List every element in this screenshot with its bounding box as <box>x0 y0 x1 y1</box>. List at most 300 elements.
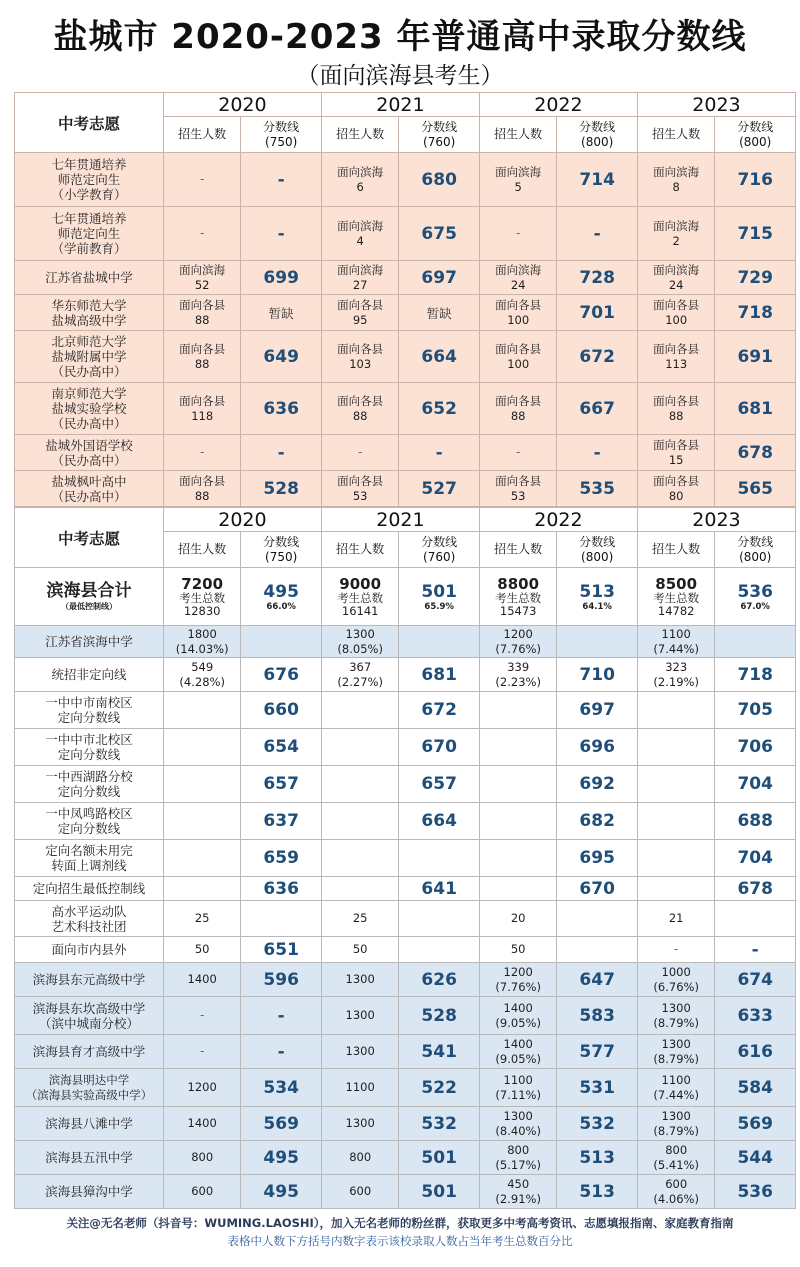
table-row <box>15 1069 796 1107</box>
text-line: （小学教育） <box>51 187 127 202</box>
total-enroll-cell <box>163 568 240 626</box>
enroll-header: 招生人数 <box>163 532 240 568</box>
school-name <box>15 937 164 963</box>
total-enroll: 7200 <box>181 574 224 593</box>
enroll-cell: 800 <box>321 1141 398 1175</box>
total-examinees-label: 考生总数 <box>337 590 384 605</box>
score-cell: - <box>241 207 322 261</box>
year-header: 2021 <box>321 508 479 532</box>
header-row-years <box>15 508 796 532</box>
enroll-cell <box>479 840 556 877</box>
text-line: 面向各县 <box>179 393 226 408</box>
text-line: 面向滨海 <box>653 262 700 277</box>
text-line: 盐城枫叶高中 <box>51 473 127 489</box>
enroll-cell <box>637 207 714 261</box>
enroll-cell: - <box>163 997 240 1035</box>
table-row <box>15 207 796 261</box>
text-line: 800 <box>507 1142 530 1157</box>
text-line: 面向各县 <box>179 297 226 312</box>
footer-promo: 关注@无名老师（抖音号：WUMING.LAOSHI），加入无名老师的粉丝群，获取更多中考高考资讯、志愿填报指南、家庭教育指南 <box>66 1216 734 1230</box>
enroll-cell <box>637 997 714 1035</box>
school-name <box>15 626 164 658</box>
enroll-cell <box>479 1141 556 1175</box>
enroll-cell <box>637 1175 714 1209</box>
score-cell: 701 <box>557 295 638 331</box>
total-examinees-label: 考生总数 <box>495 590 542 605</box>
text-line: 1300 <box>345 626 375 641</box>
text-line: 100 <box>507 356 530 371</box>
text-line: (7.44%) <box>653 641 699 656</box>
table-row <box>15 692 796 729</box>
table-row <box>15 901 796 937</box>
enroll-cell <box>479 1175 556 1209</box>
text-line: (6.76%) <box>653 979 699 994</box>
enroll-cell <box>637 1141 714 1175</box>
enroll-cell <box>163 383 240 435</box>
text-line: (8.79%) <box>653 1051 699 1066</box>
enroll-header: 招生人数 <box>479 532 556 568</box>
text-line: 53 <box>510 488 526 503</box>
score-cell: 659 <box>241 840 322 877</box>
text-line: 滨海县五汛中学 <box>45 1150 133 1165</box>
enroll-cell: 1400 <box>163 963 240 997</box>
text-line: (800) <box>581 549 614 564</box>
enroll-cell: 1300 <box>321 963 398 997</box>
total-score-cell <box>557 568 638 626</box>
table-row <box>15 471 796 507</box>
year-header: 2023 <box>637 93 795 117</box>
score-cell: - <box>557 207 638 261</box>
enroll-cell: 1200 <box>163 1069 240 1107</box>
text-line: 100 <box>507 312 530 327</box>
text-line: 88 <box>668 408 684 423</box>
score-cell: 651 <box>241 937 322 963</box>
total-enroll: 9000 <box>339 574 382 593</box>
enroll-cell <box>321 261 398 295</box>
text-line: 8 <box>672 179 680 194</box>
enroll-header: 招生人数 <box>321 117 398 153</box>
text-line: (750) <box>265 134 298 149</box>
school-name <box>15 331 164 383</box>
text-line: 113 <box>665 356 688 371</box>
score-cell: 692 <box>557 766 638 803</box>
score-cell: 649 <box>241 331 322 383</box>
score-cell: 670 <box>399 729 480 766</box>
enroll-cell: 1300 <box>321 1035 398 1069</box>
text-line: 师范定向生 <box>57 172 121 187</box>
text-line: 面向各县 <box>337 473 384 488</box>
text-line: 118 <box>191 408 214 423</box>
text-line: 盐城实验学校 <box>51 401 127 416</box>
footer-note: 表格中人数下方括号内数字表示该校录取人数占当年考生总数百分比 <box>227 1234 573 1248</box>
text-line: 24 <box>668 277 684 292</box>
text-line: (4.28%) <box>179 674 225 689</box>
score-cell: 716 <box>715 153 796 207</box>
score-cell: 681 <box>715 383 796 435</box>
text-line: 南京师范大学 <box>51 386 127 401</box>
total-enroll-cell <box>637 568 714 626</box>
text-line: （民办高中） <box>51 488 127 504</box>
score-cell: - <box>241 435 322 471</box>
score-cell: 616 <box>715 1035 796 1069</box>
enroll-cell <box>163 261 240 295</box>
text-line: 323 <box>665 659 688 674</box>
enroll-cell <box>637 803 714 840</box>
year-header: 2020 <box>163 93 321 117</box>
score-cell: 676 <box>241 658 322 692</box>
text-line: 统招非定向线 <box>51 667 127 682</box>
score-cell: - <box>399 435 480 471</box>
score-cell: 532 <box>557 1107 638 1141</box>
enroll-header: 招生人数 <box>479 117 556 153</box>
header-main-label: 中考志愿 <box>15 93 164 153</box>
table-row <box>15 658 796 692</box>
enroll-cell <box>637 840 714 877</box>
text-line: 面向各县 <box>337 297 384 312</box>
score-cell: 657 <box>399 766 480 803</box>
school-name <box>15 1141 164 1175</box>
score-header <box>715 117 796 153</box>
text-line: 367 <box>349 659 372 674</box>
school-name <box>15 766 164 803</box>
text-line: 滨海县明达中学 <box>48 1072 130 1087</box>
year-header: 2023 <box>637 508 795 532</box>
table-row <box>15 153 796 207</box>
enroll-cell: - <box>163 207 240 261</box>
text-line: 面向各县 <box>337 341 384 356</box>
enroll-cell <box>163 877 240 901</box>
enroll-cell <box>163 658 240 692</box>
table-row <box>15 435 796 471</box>
table-row <box>15 626 796 658</box>
text-line: 88 <box>510 408 526 423</box>
enroll-cell <box>163 766 240 803</box>
score-cell: 657 <box>241 766 322 803</box>
enroll-cell <box>321 207 398 261</box>
score-cell: - <box>557 435 638 471</box>
text-line: 面向滨海 <box>653 218 700 233</box>
enroll-cell: 50 <box>479 937 556 963</box>
text-line: 定向名额未用完 <box>45 843 133 858</box>
total-examinees-label: 考生总数 <box>179 590 226 605</box>
score-cell: 528 <box>241 471 322 507</box>
enroll-cell <box>479 997 556 1035</box>
text-line: 分数线 <box>737 534 774 549</box>
table-row <box>15 331 796 383</box>
score-header <box>399 532 480 568</box>
text-line: 七年贯通培养 <box>51 157 127 172</box>
text-line: 面向各县 <box>495 341 542 356</box>
score-cell: 674 <box>715 963 796 997</box>
enroll-cell <box>163 295 240 331</box>
enroll-cell: - <box>163 153 240 207</box>
score-cell: - <box>241 1035 322 1069</box>
score-cell: 728 <box>557 261 638 295</box>
text-line: (5.41%) <box>653 1157 699 1172</box>
total-examinees: 16141 <box>341 603 379 618</box>
total-label: 滨海县合计 <box>46 581 132 601</box>
score-cell: 569 <box>715 1107 796 1141</box>
school-name <box>15 471 164 507</box>
score-cell: - <box>241 997 322 1035</box>
enroll-cell <box>163 840 240 877</box>
total-row <box>15 568 796 626</box>
school-name <box>15 1069 164 1107</box>
score-cell: 584 <box>715 1069 796 1107</box>
score-cell: 678 <box>715 435 796 471</box>
table-row <box>15 1107 796 1141</box>
text-line: (2.19%) <box>653 674 699 689</box>
enroll-cell <box>637 1107 714 1141</box>
text-line: 面向滨海 <box>337 164 384 179</box>
enroll-cell <box>637 692 714 729</box>
enroll-cell: 1100 <box>321 1069 398 1107</box>
total-examinees: 15473 <box>499 603 537 618</box>
score-cell: 705 <box>715 692 796 729</box>
page-subtitle: （面向滨海县考生） <box>296 63 504 89</box>
text-line: 定向分数线 <box>57 784 121 799</box>
score-cell: 672 <box>557 331 638 383</box>
score-cell: 暂缺 <box>399 295 480 331</box>
score-cell <box>399 626 480 658</box>
score-cell: 495 <box>241 1175 322 1209</box>
text-line: (8.05%) <box>337 641 383 656</box>
text-line: (9.05%) <box>495 1015 541 1030</box>
text-line: 盐城外国语学校 <box>45 437 133 453</box>
text-line: 1200 <box>503 964 533 979</box>
school-name <box>15 658 164 692</box>
text-line: 江苏省盐城中学 <box>45 270 133 285</box>
score-cell: 536 <box>715 1175 796 1209</box>
enroll-cell <box>637 658 714 692</box>
text-line: (5.17%) <box>495 1157 541 1172</box>
text-line: （民办高中） <box>51 416 127 431</box>
score-cell: 626 <box>399 963 480 997</box>
text-line: 一中凤鸣路校区 <box>45 806 133 821</box>
score-cell: 641 <box>399 877 480 901</box>
text-line: 5 <box>514 179 522 194</box>
score-cell: 699 <box>241 261 322 295</box>
enroll-cell <box>479 963 556 997</box>
enroll-cell: 800 <box>163 1141 240 1175</box>
enroll-cell <box>479 261 556 295</box>
score-cell: 695 <box>557 840 638 877</box>
score-cell: 583 <box>557 997 638 1035</box>
enroll-cell <box>479 692 556 729</box>
enroll-cell <box>321 692 398 729</box>
text-line: (7.76%) <box>495 641 541 656</box>
score-cell: 667 <box>557 383 638 435</box>
enroll-cell <box>321 331 398 383</box>
enroll-cell: 1400 <box>163 1107 240 1141</box>
table-row <box>15 803 796 840</box>
text-line: 面向各县 <box>653 393 700 408</box>
score-cell: 596 <box>241 963 322 997</box>
enroll-cell <box>163 729 240 766</box>
text-line: 一中中市南校区 <box>45 695 133 710</box>
text-line: (7.44%) <box>653 1087 699 1102</box>
text-line: 分数线 <box>737 119 774 134</box>
score-cell: 暂缺 <box>241 295 322 331</box>
enroll-header: 招生人数 <box>163 117 240 153</box>
text-line: 滨海县育才高级中学 <box>32 1044 146 1059</box>
text-line: (2.91%) <box>495 1191 541 1206</box>
score-cell: 636 <box>241 877 322 901</box>
enroll-cell <box>637 471 714 507</box>
school-name <box>15 1107 164 1141</box>
school-name <box>15 692 164 729</box>
header-main-label: 中考志愿 <box>15 508 164 568</box>
text-line: 88 <box>194 312 210 327</box>
text-line: 分数线 <box>579 534 616 549</box>
total-enroll-cell <box>321 568 398 626</box>
text-line: 面向各县 <box>495 393 542 408</box>
enroll-cell <box>637 877 714 901</box>
enroll-cell: 50 <box>321 937 398 963</box>
admission-table-binhai <box>14 507 796 1209</box>
score-cell: 636 <box>241 383 322 435</box>
table-row <box>15 295 796 331</box>
score-cell <box>557 901 638 937</box>
enroll-cell <box>479 153 556 207</box>
enroll-cell <box>637 1069 714 1107</box>
school-name <box>15 997 164 1035</box>
total-pct: 64.1% <box>582 601 612 612</box>
enroll-cell: 25 <box>321 901 398 937</box>
table-row <box>15 729 796 766</box>
score-cell: 633 <box>715 997 796 1035</box>
score-cell <box>399 840 480 877</box>
school-name <box>15 963 164 997</box>
text-line: (760) <box>423 134 456 149</box>
score-header <box>241 117 322 153</box>
text-line: 1000 <box>661 964 691 979</box>
score-cell: 501 <box>399 1175 480 1209</box>
enroll-cell <box>637 435 714 471</box>
score-cell: - <box>715 937 796 963</box>
text-line: (8.79%) <box>653 1015 699 1030</box>
total-note: （最低控制线） <box>60 602 117 611</box>
year-header: 2021 <box>321 93 479 117</box>
text-line: (7.76%) <box>495 979 541 994</box>
enroll-cell <box>163 471 240 507</box>
text-line: (14.03%) <box>175 641 229 656</box>
enroll-cell <box>163 626 240 658</box>
text-line: 549 <box>191 659 214 674</box>
enroll-cell <box>479 383 556 435</box>
text-line: 一中中市北校区 <box>45 732 133 747</box>
enroll-cell: 1300 <box>321 1107 398 1141</box>
table-row <box>15 840 796 877</box>
total-pct: 66.0% <box>266 601 296 612</box>
enroll-cell <box>637 295 714 331</box>
score-cell: 664 <box>399 803 480 840</box>
text-line: 52 <box>194 277 210 292</box>
total-enroll-cell <box>479 568 556 626</box>
enroll-cell <box>479 1107 556 1141</box>
text-line: 800 <box>665 1142 688 1157</box>
school-name <box>15 383 164 435</box>
enroll-cell: - <box>479 207 556 261</box>
school-name <box>15 435 164 471</box>
score-cell: 675 <box>399 207 480 261</box>
enroll-cell: - <box>321 435 398 471</box>
admission-table-schools <box>14 92 796 507</box>
text-line: 定向分数线 <box>57 821 121 836</box>
table-row <box>15 383 796 435</box>
enroll-cell <box>479 766 556 803</box>
score-cell: 660 <box>241 692 322 729</box>
school-name <box>15 261 164 295</box>
score-cell <box>241 901 322 937</box>
text-line: (8.79%) <box>653 1123 699 1138</box>
school-name <box>15 1175 164 1209</box>
text-line: 面向各县 <box>337 393 384 408</box>
enroll-cell: 600 <box>163 1175 240 1209</box>
score-cell: 681 <box>399 658 480 692</box>
enroll-header: 招生人数 <box>321 532 398 568</box>
text-line: 95 <box>352 312 368 327</box>
total-enroll: 8800 <box>497 574 540 593</box>
enroll-cell: 1300 <box>321 997 398 1035</box>
enroll-cell <box>479 471 556 507</box>
text-line: 2 <box>672 233 680 248</box>
text-line: 1200 <box>503 626 533 641</box>
enroll-cell <box>479 803 556 840</box>
text-line: 1100 <box>503 1072 533 1087</box>
score-cell: 565 <box>715 471 796 507</box>
text-line: 面向各县 <box>179 473 226 488</box>
text-line: 1100 <box>661 626 691 641</box>
text-line: 面向各县 <box>495 297 542 312</box>
enroll-cell <box>637 626 714 658</box>
total-examinees: 14782 <box>657 603 695 618</box>
enroll-cell: - <box>163 435 240 471</box>
text-line: 1400 <box>503 1000 533 1015</box>
score-cell: 501 <box>399 1141 480 1175</box>
enroll-cell <box>637 963 714 997</box>
table-row <box>15 1035 796 1069</box>
table-row <box>15 261 796 295</box>
text-line: （民办高中） <box>51 452 127 468</box>
score-cell: 729 <box>715 261 796 295</box>
enroll-cell: 20 <box>479 901 556 937</box>
score-cell <box>399 937 480 963</box>
enroll-cell: 21 <box>637 901 714 937</box>
enroll-cell <box>163 692 240 729</box>
score-cell: 647 <box>557 963 638 997</box>
score-cell <box>557 626 638 658</box>
score-cell: 691 <box>715 331 796 383</box>
text-line: 艺术科技社团 <box>51 918 127 934</box>
score-cell: 652 <box>399 383 480 435</box>
enroll-cell: - <box>479 435 556 471</box>
score-cell: 577 <box>557 1035 638 1069</box>
enroll-cell: 50 <box>163 937 240 963</box>
text-line: (760) <box>423 549 456 564</box>
text-line: (7.11%) <box>495 1087 541 1102</box>
enroll-cell <box>321 383 398 435</box>
text-line: (800) <box>581 134 614 149</box>
enroll-cell <box>321 471 398 507</box>
score-header <box>399 117 480 153</box>
text-line: 1300 <box>661 1108 691 1123</box>
text-line: 27 <box>352 277 368 292</box>
enroll-cell <box>321 766 398 803</box>
text-line: 分数线 <box>263 119 300 134</box>
score-cell: 678 <box>715 877 796 901</box>
text-line: 面向各县 <box>179 341 226 356</box>
